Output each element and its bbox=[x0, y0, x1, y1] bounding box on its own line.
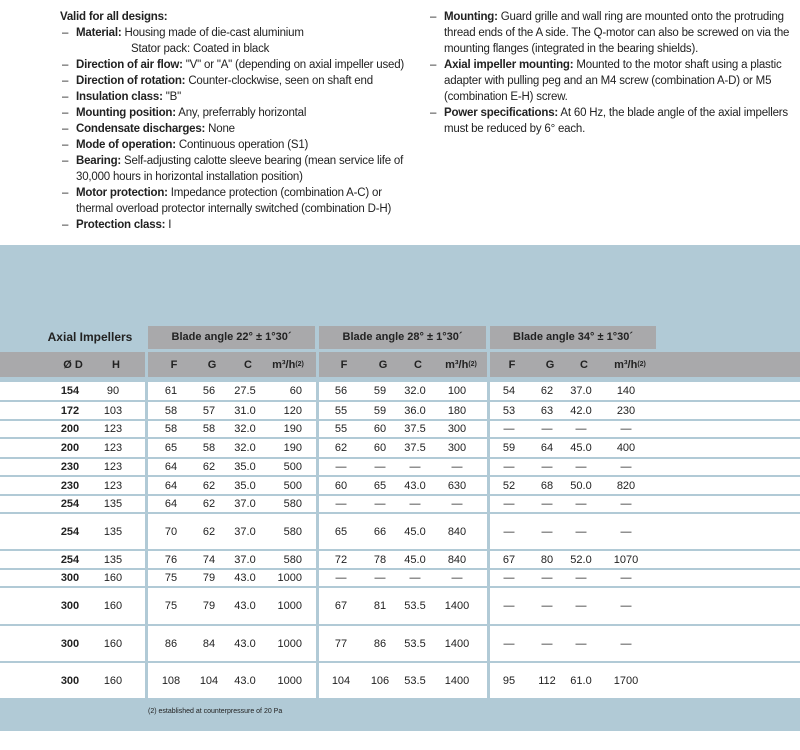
unit-label: m³/h bbox=[445, 358, 469, 371]
table-cell: 37.0 bbox=[570, 385, 592, 397]
dash-bullet: – bbox=[62, 187, 69, 199]
table-cell: 1400 bbox=[444, 674, 470, 687]
spec-item bbox=[60, 89, 410, 105]
table-cell: 45.0 bbox=[570, 442, 592, 454]
table-cell: 84 bbox=[202, 637, 216, 650]
table-cell: 135 bbox=[103, 525, 123, 538]
table-cell: 1700 bbox=[613, 674, 639, 687]
table-cell: — bbox=[409, 572, 421, 584]
table-cell: 1000 bbox=[277, 572, 302, 584]
table-cell: 65 bbox=[334, 525, 348, 538]
table-cell: — bbox=[620, 423, 632, 435]
table-cell: — bbox=[503, 572, 515, 584]
table-cell: 300 bbox=[60, 637, 80, 650]
spec-text: Continuous operation (S1) bbox=[178, 139, 309, 151]
column-header bbox=[266, 352, 310, 377]
table-cell: 53.5 bbox=[404, 600, 426, 612]
table-cell: 60 bbox=[289, 385, 302, 397]
table-cell: 37.0 bbox=[234, 498, 256, 510]
table-cell: 190 bbox=[283, 423, 302, 435]
table-cell: 80 bbox=[540, 553, 554, 566]
table-cell: — bbox=[620, 525, 632, 538]
table-cell: 123 bbox=[103, 479, 123, 492]
table-cell: — bbox=[374, 572, 386, 584]
table-cell: 200 bbox=[60, 442, 80, 454]
spec-item bbox=[60, 217, 410, 233]
table-row bbox=[0, 459, 800, 475]
unit-label: m³/h bbox=[614, 358, 638, 371]
table-cell: 52 bbox=[502, 479, 516, 492]
table-cell: 95 bbox=[502, 674, 516, 687]
table-row bbox=[0, 439, 800, 457]
table-cell: 27.5 bbox=[234, 385, 256, 397]
table-cell: 180 bbox=[447, 404, 467, 417]
table-row bbox=[0, 514, 800, 549]
table-cell: 59 bbox=[373, 404, 387, 417]
table-cell: 1000 bbox=[277, 674, 302, 687]
column-header: G bbox=[378, 358, 388, 371]
table-cell: 43.0 bbox=[404, 479, 426, 492]
table-cell: 230 bbox=[616, 404, 636, 417]
table-cell: 60 bbox=[373, 442, 387, 454]
table-cell: 1400 bbox=[444, 600, 470, 612]
table-cell: 104 bbox=[331, 674, 351, 687]
column-header: C bbox=[414, 358, 422, 371]
column-header: G bbox=[207, 358, 217, 371]
table-cell: 67 bbox=[334, 600, 348, 612]
table-row bbox=[0, 663, 800, 698]
table-cell: 120 bbox=[283, 404, 302, 417]
table-cell: 50.0 bbox=[570, 479, 592, 492]
column-header: C bbox=[580, 358, 588, 371]
table-cell: 106 bbox=[370, 674, 390, 687]
spec-label: Condensate discharges: bbox=[76, 123, 206, 135]
table-cell: 108 bbox=[161, 674, 181, 687]
table-cell: 65 bbox=[164, 442, 178, 454]
table-cell: — bbox=[409, 498, 421, 510]
table-cell: — bbox=[620, 498, 632, 510]
table-cell: 190 bbox=[283, 442, 302, 454]
spec-item bbox=[428, 9, 798, 57]
table-cell: 62 bbox=[202, 479, 216, 492]
spec-item bbox=[60, 73, 410, 89]
table-cell: 86 bbox=[164, 637, 178, 650]
spec-label: Material: bbox=[76, 27, 122, 39]
table-cell: — bbox=[620, 637, 632, 650]
table-cell: — bbox=[541, 498, 553, 510]
table-cell: 42.0 bbox=[570, 404, 592, 417]
table-cell: 140 bbox=[616, 385, 636, 397]
table-cell: 45.0 bbox=[404, 553, 426, 566]
table-cell: 112 bbox=[538, 674, 556, 687]
table-cell: 160 bbox=[103, 637, 123, 650]
table-cell: 74 bbox=[202, 553, 216, 566]
table-cell: 254 bbox=[60, 498, 80, 510]
table-cell: 400 bbox=[616, 442, 636, 454]
table-cell: 37.0 bbox=[234, 553, 256, 566]
footnote-mark: (2) bbox=[295, 361, 304, 368]
table-cell: 59 bbox=[373, 385, 387, 397]
spec-text: At 60 Hz, the blade angle of the axial impellers must be reduced by 6° each. bbox=[444, 107, 788, 135]
spec-label: Direction of air flow: bbox=[76, 59, 183, 71]
dash-bullet: – bbox=[62, 155, 69, 167]
column-header: G bbox=[545, 358, 555, 371]
table-cell: 60 bbox=[373, 423, 387, 435]
column-header bbox=[437, 352, 485, 377]
dash-bullet: – bbox=[62, 91, 69, 103]
table-cell: 58 bbox=[164, 423, 178, 435]
table-cell: 79 bbox=[202, 600, 216, 612]
table-cell: 160 bbox=[103, 600, 123, 612]
table-cell: 1400 bbox=[444, 637, 470, 650]
column-header: C bbox=[244, 358, 252, 371]
table-cell: 52.0 bbox=[570, 553, 592, 566]
table-row bbox=[0, 570, 800, 586]
spec-item bbox=[60, 57, 410, 73]
table-cell: 172 bbox=[60, 404, 80, 417]
spec-text: Impedance protection (combination A-C) or thermal overload protector internally switched (combination D-H) bbox=[76, 187, 392, 215]
spec-item bbox=[428, 105, 798, 137]
table-cell: 81 bbox=[373, 600, 387, 612]
table-cell: 72 bbox=[334, 553, 348, 566]
spec-label: Motor protection: bbox=[76, 187, 168, 199]
table-cell: 123 bbox=[103, 423, 123, 435]
dash-bullet: – bbox=[430, 59, 437, 71]
group-header-22: Blade angle 22° ± 1°30´ bbox=[148, 326, 315, 349]
dash-bullet: – bbox=[62, 59, 69, 71]
table-cell: — bbox=[620, 600, 632, 612]
table-cell: 70 bbox=[164, 525, 178, 538]
table-cell: 64 bbox=[164, 479, 178, 492]
table-cell: 840 bbox=[447, 553, 467, 566]
table-cell: 64 bbox=[540, 442, 554, 454]
specs-right-column bbox=[428, 9, 798, 137]
table-cell: 64 bbox=[164, 498, 178, 510]
table-cell: 78 bbox=[373, 553, 387, 566]
table-cell: — bbox=[503, 423, 515, 435]
table-cell: — bbox=[575, 498, 587, 510]
table-cell: — bbox=[575, 461, 587, 473]
table-cell: 580 bbox=[283, 553, 302, 566]
table-cell: 56 bbox=[202, 385, 216, 397]
group-header-34: Blade angle 34° ± 1°30´ bbox=[490, 326, 656, 349]
table-cell: 580 bbox=[283, 525, 302, 538]
unit-label: m³/h bbox=[272, 358, 296, 371]
table-cell: — bbox=[541, 600, 553, 612]
table-cell: 53.5 bbox=[404, 637, 426, 650]
spec-item bbox=[60, 153, 410, 185]
dash-bullet: – bbox=[62, 139, 69, 151]
table-cell: — bbox=[451, 572, 463, 584]
dash-bullet: – bbox=[62, 27, 69, 39]
table-cell: 254 bbox=[60, 525, 80, 538]
table-cell: — bbox=[575, 525, 587, 538]
spec-item bbox=[60, 25, 410, 41]
spec-text: Guard grille and wall ring are mounted onto the protruding thread ends of the A side. The Q-motor can also be screwed on via the mounting flanges (integrated in the bearing shields). bbox=[444, 11, 790, 55]
table-cell: — bbox=[541, 637, 553, 650]
spec-text: Mounted to the motor shaft using a plastic adapter with pulling peg and an M4 screw (combination A-D) or M5 (combination E-H) screw. bbox=[444, 59, 782, 103]
table-cell: 43.0 bbox=[234, 600, 256, 612]
column-header: F bbox=[508, 358, 516, 371]
table-cell: 75 bbox=[164, 600, 178, 612]
table-cell: 65 bbox=[373, 479, 387, 492]
table-cell: 63 bbox=[540, 404, 554, 417]
table-cell: — bbox=[451, 498, 463, 510]
table-cell: — bbox=[451, 461, 463, 473]
table-cell: — bbox=[503, 637, 515, 650]
column-header: H bbox=[112, 358, 120, 371]
table-cell: 57 bbox=[202, 404, 216, 417]
table-cell: 62 bbox=[540, 385, 554, 397]
table-cell: 500 bbox=[283, 461, 302, 473]
footnote-mark: (2) bbox=[468, 361, 477, 368]
dash-bullet: – bbox=[62, 75, 69, 87]
spec-item bbox=[60, 185, 410, 217]
table-row bbox=[0, 402, 800, 419]
table-cell: 43.0 bbox=[234, 674, 256, 687]
dash-bullet: – bbox=[62, 123, 69, 135]
table-cell: — bbox=[409, 461, 421, 473]
table-cell: 54 bbox=[502, 385, 516, 397]
table-cell: 43.0 bbox=[234, 572, 256, 584]
table-cell: — bbox=[620, 461, 632, 473]
table-cell: 61.0 bbox=[570, 674, 592, 687]
table-cell: 43.0 bbox=[234, 637, 256, 650]
table-cell: 53 bbox=[502, 404, 516, 417]
table-cell: 53.5 bbox=[404, 674, 426, 687]
table-cell: 64 bbox=[164, 461, 178, 473]
spec-item bbox=[428, 57, 798, 105]
table-cell: 254 bbox=[60, 553, 80, 566]
table-cell: — bbox=[575, 572, 587, 584]
table-cell: 58 bbox=[202, 423, 216, 435]
table-cell: 37.0 bbox=[234, 525, 256, 538]
dash-bullet: – bbox=[62, 107, 69, 119]
table-cell: 62 bbox=[202, 525, 216, 538]
column-header-row bbox=[0, 352, 800, 377]
table-cell: 123 bbox=[103, 461, 123, 473]
table-cell: 32.0 bbox=[404, 385, 426, 397]
table-cell: 77 bbox=[334, 637, 348, 650]
spec-label: Mounting: bbox=[444, 11, 498, 23]
dash-bullet: – bbox=[430, 11, 437, 23]
table-cell: 55 bbox=[334, 404, 348, 417]
table-cell: — bbox=[503, 600, 515, 612]
table-cell: 135 bbox=[103, 553, 123, 566]
table-row bbox=[0, 421, 800, 437]
spec-text: "B" bbox=[165, 91, 181, 103]
table-cell: 79 bbox=[202, 572, 216, 584]
spec-label: Bearing: bbox=[76, 155, 122, 167]
table-cell: 90 bbox=[106, 385, 120, 397]
column-header: Ø D bbox=[63, 358, 83, 371]
spec-item bbox=[60, 137, 410, 153]
table-cell: 62 bbox=[202, 498, 216, 510]
table-cell: 104 bbox=[199, 674, 219, 687]
table-row bbox=[0, 496, 800, 512]
spec-label: Power specifications: bbox=[444, 107, 559, 119]
footnote: (2) established at counterpressure of 20 Pa bbox=[148, 708, 283, 715]
table-cell: — bbox=[335, 461, 347, 473]
table-cell: 160 bbox=[103, 572, 123, 584]
table-cell: 1070 bbox=[613, 553, 639, 566]
spec-label: Mode of operation: bbox=[76, 139, 176, 151]
table-cell: — bbox=[335, 498, 347, 510]
table-cell: 75 bbox=[164, 572, 178, 584]
table-cell: 67 bbox=[502, 553, 516, 566]
table-cell: 32.0 bbox=[234, 423, 256, 435]
spec-label: Protection class: bbox=[76, 219, 166, 231]
table-cell: 60 bbox=[334, 479, 348, 492]
dash-bullet: – bbox=[62, 219, 69, 231]
table-cell: 31.0 bbox=[234, 404, 256, 417]
table-cell: 61 bbox=[164, 385, 178, 397]
table-cell: 1000 bbox=[277, 637, 302, 650]
table-cell: 820 bbox=[616, 479, 636, 492]
table-cell: — bbox=[374, 461, 386, 473]
spec-text: Housing made of die-cast aluminium bbox=[124, 27, 304, 39]
table-cell: 580 bbox=[283, 498, 302, 510]
spec-extra: Stator pack: Coated in black bbox=[131, 43, 270, 55]
table-cell: — bbox=[575, 637, 587, 650]
table-cell: 300 bbox=[447, 442, 467, 454]
spec-item bbox=[60, 121, 410, 137]
group-header-28: Blade angle 28° ± 1°30´ bbox=[319, 326, 486, 349]
table-cell: 840 bbox=[447, 525, 467, 538]
table-cell: 37.5 bbox=[404, 423, 426, 435]
table-cell: 36.0 bbox=[404, 404, 426, 417]
table-row bbox=[0, 626, 800, 661]
table-cell: 300 bbox=[60, 600, 80, 612]
specs-left-column bbox=[60, 9, 410, 233]
table-cell: 630 bbox=[447, 479, 467, 492]
table-cell: 68 bbox=[540, 479, 554, 492]
table-cell: 56 bbox=[334, 385, 348, 397]
table-cell: 300 bbox=[60, 572, 80, 584]
table-cell: — bbox=[541, 461, 553, 473]
table-cell: — bbox=[503, 498, 515, 510]
column-header bbox=[606, 352, 654, 377]
table-cell: — bbox=[541, 525, 553, 538]
table-cell: — bbox=[575, 600, 587, 612]
table-cell: 35.0 bbox=[234, 479, 256, 492]
column-header: F bbox=[340, 358, 348, 371]
table-cell: 76 bbox=[164, 553, 178, 566]
spec-label: Mounting position: bbox=[76, 107, 176, 119]
table-cell: 230 bbox=[60, 461, 80, 473]
spec-text: I bbox=[168, 219, 172, 231]
table-cell: — bbox=[575, 423, 587, 435]
spec-item bbox=[60, 105, 410, 121]
table-cell: 32.0 bbox=[234, 442, 256, 454]
table-cell: — bbox=[620, 572, 632, 584]
dash-bullet: – bbox=[430, 107, 437, 119]
table-cell: 1000 bbox=[277, 600, 302, 612]
table-cell: 100 bbox=[447, 385, 467, 397]
table-cell: 123 bbox=[103, 442, 123, 454]
table-cell: — bbox=[541, 572, 553, 584]
spec-label: Direction of rotation: bbox=[76, 75, 186, 87]
table-cell: 135 bbox=[103, 498, 123, 510]
footnote-mark: (2) bbox=[637, 361, 646, 368]
table-cell: — bbox=[503, 525, 515, 538]
spec-text: Counter-clockwise, seen on shaft end bbox=[188, 75, 373, 87]
table-cell: 230 bbox=[60, 479, 80, 492]
specs-title: Valid for all designs: bbox=[60, 11, 168, 23]
table-cell: — bbox=[541, 423, 553, 435]
table-cell: 200 bbox=[60, 423, 80, 435]
table-cell: 154 bbox=[60, 385, 80, 397]
table-cell: 86 bbox=[373, 637, 387, 650]
table-row bbox=[0, 382, 800, 400]
table-cell: 62 bbox=[202, 461, 216, 473]
table-cell: 300 bbox=[447, 423, 467, 435]
column-header: F bbox=[170, 358, 178, 371]
spec-text: Any, preferrably horizontal bbox=[178, 107, 307, 119]
table-row bbox=[0, 477, 800, 494]
table-cell: 35.0 bbox=[234, 461, 256, 473]
table-cell: 58 bbox=[164, 404, 178, 417]
spec-text: Self-adjusting calotte sleeve bearing (mean service life of 30,000 hours in horizontal installation position) bbox=[76, 155, 404, 183]
table-cell: 103 bbox=[103, 404, 123, 417]
table-cell: — bbox=[503, 461, 515, 473]
table-cell: 45.0 bbox=[404, 525, 426, 538]
table-cell: 66 bbox=[373, 525, 387, 538]
table-row bbox=[0, 551, 800, 568]
table-row bbox=[0, 588, 800, 624]
table-cell: 37.5 bbox=[404, 442, 426, 454]
table-cell: 300 bbox=[60, 674, 80, 687]
table-cell: 62 bbox=[334, 442, 348, 454]
table-cell: — bbox=[374, 498, 386, 510]
table-cell: — bbox=[335, 572, 347, 584]
table-cell: 160 bbox=[103, 674, 123, 687]
table-cell: 500 bbox=[283, 479, 302, 492]
table-cell: 55 bbox=[334, 423, 348, 435]
table-cell: 59 bbox=[502, 442, 516, 454]
spec-label: Insulation class: bbox=[76, 91, 163, 103]
table-cell: 58 bbox=[202, 442, 216, 454]
spec-text: "V" or "A" (depending on axial impeller used) bbox=[185, 59, 405, 71]
spec-text: None bbox=[208, 123, 235, 135]
spec-label: Axial impeller mounting: bbox=[444, 59, 574, 71]
axial-impellers-label: Axial Impellers bbox=[47, 330, 133, 344]
